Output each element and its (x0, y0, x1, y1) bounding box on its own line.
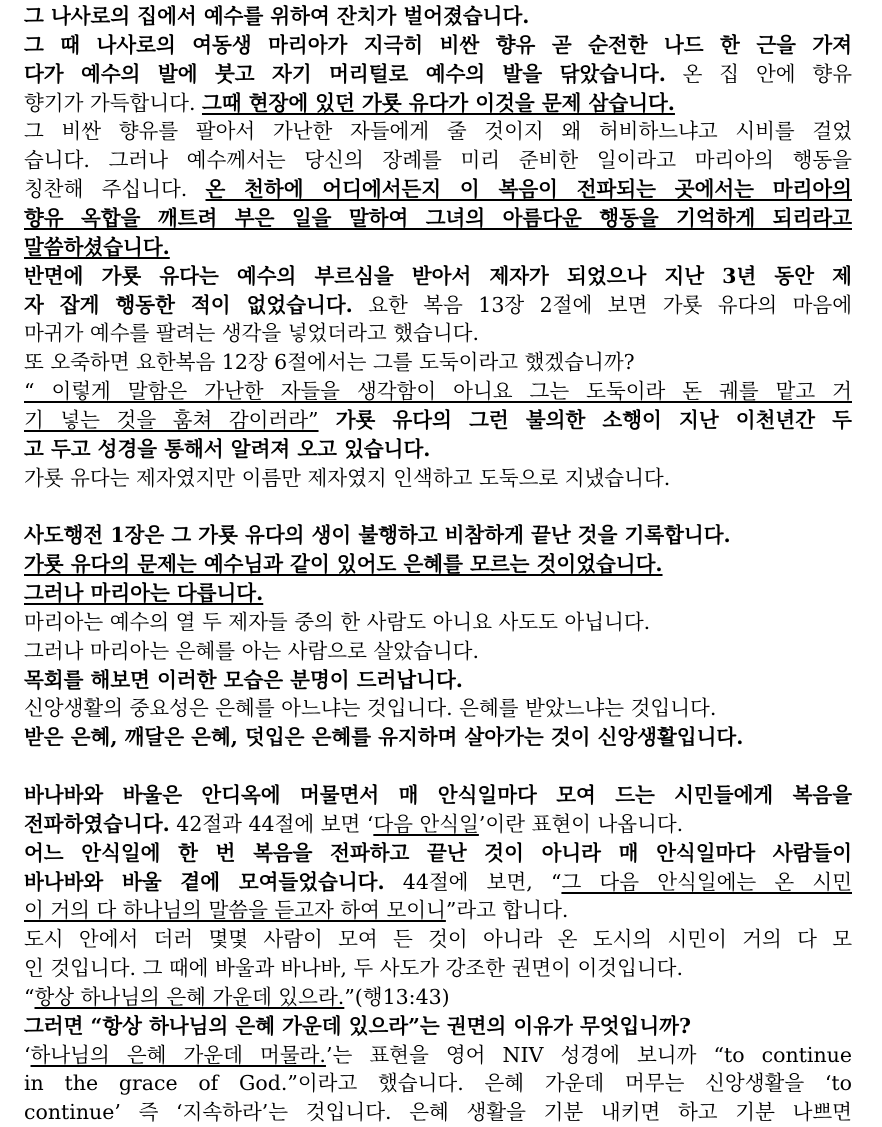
text-run: 신앙생활의 중요성은 은혜를 아느냐는 것입니다. 은혜를 받았느냐는 것입니다. (24, 696, 717, 721)
text-run: in the grace of God.”이라고 했습니다. 은혜 가운데 머무는 신앙생활을 ‘to (24, 1071, 852, 1096)
text-line (24, 319, 852, 348)
text-line (24, 666, 852, 695)
text-line (24, 925, 852, 954)
text-line (24, 1012, 852, 1041)
text-line (24, 810, 852, 839)
text-run: 마리아는 예수의 열 두 제자들 중의 한 사람도 아니요 사도도 아닙니다. (24, 609, 651, 634)
text-run: 기 넣는 것을 훔쳐 감이러라” (24, 407, 319, 432)
text-run: 받은 은혜, 깨달은 은혜, 덧입은 은혜를 유지하며 살아가는 것이 신앙생활입니다. (24, 725, 744, 750)
text-run: 다음 안식일 (373, 811, 479, 836)
text-run: “ 이렇게 말함은 가난한 자들을 생각함이 아니요 그는 도둑이라 돈 궤를 맡고 거 (24, 379, 852, 404)
text-run: 고 두고 성경을 통해서 알려져 오고 있습니다. (24, 436, 431, 461)
text-run: 42절과 44절에 보면 ‘ (169, 811, 374, 836)
text-run: 바나바와 바울은 안디옥에 머물면서 매 안식일마다 모여 드는 시민들에게 복음을 (24, 782, 852, 807)
text-line (24, 896, 852, 925)
text-line (24, 637, 852, 666)
text-line (24, 868, 852, 897)
text-line (24, 262, 852, 291)
text-line (24, 723, 852, 752)
blank-line (24, 752, 852, 781)
text-run: 어느 안식일에 한 번 복음을 전파하고 끝난 것이 아니라 매 안식일마다 사람들이 (24, 840, 852, 865)
text-line (24, 233, 852, 262)
text-run: 그 나사로의 집에서 예수를 위하여 잔치가 벌어졌습니다. (24, 4, 530, 28)
text-line (24, 1069, 852, 1098)
text-run: 44절에 보면, “ (384, 869, 562, 894)
text-line (24, 31, 852, 60)
text-line (24, 204, 852, 233)
text-run: 마귀가 예수를 팔려는 생각을 넣었더라고 했습니다. (24, 321, 479, 346)
text-line (24, 521, 852, 550)
text-run: 그러나 마리아는 다릅니다. (24, 581, 264, 605)
text-run: 그러면 “항상 하나님의 은혜 가운데 있으라”는 권면의 이유가 무엇입니까? (24, 1013, 691, 1038)
text-run: 하나님의 은혜 가운데 머물라. (30, 1042, 326, 1067)
text-line (24, 550, 852, 579)
text-line (24, 1041, 852, 1070)
text-line (24, 464, 852, 493)
text-run: ’는 표현을 영어 NIV 성경에 보니까 “to continue (325, 1042, 852, 1067)
text-run: 가룟 유다의 그런 불의한 소행이 지난 이천년간 두 (318, 407, 852, 432)
text-line (24, 1098, 852, 1127)
text-run: 반면에 가룟 유다는 예수의 부르심을 받아서 제자가 되었으나 지난 3년 동안 제 (24, 263, 852, 288)
text-line (24, 291, 852, 320)
text-line (24, 954, 852, 983)
text-run: ”라고 합니다. (445, 898, 569, 923)
text-run: 자 잡게 행동한 적이 없었습니다. (24, 292, 353, 317)
text-run: “ (24, 984, 35, 1009)
text-run: 요한 복음 13장 2절에 보면 가룟 유다의 마음에 (352, 292, 852, 317)
text-run: ‘ (24, 1042, 31, 1067)
text-line (24, 781, 852, 810)
text-run: 습니다. 그러나 예수께서는 당신의 장례를 미리 준비한 일이라고 마리아의 행동을 (24, 148, 852, 173)
text-run: 그 때 나사로의 여동생 마리아가 지극히 비싼 향유 곧 순전한 나드 한 근을 가져 (24, 32, 852, 57)
text-run: 온 천하에 어디에서든지 이 복음이 전파되는 곳에서는 마리아의 (205, 177, 852, 202)
text-line (24, 175, 852, 204)
text-run: 향기가 가득합니다. (24, 90, 202, 115)
text-run: 그러나 마리아는 은혜를 아는 사람으로 살았습니다. (24, 638, 479, 663)
text-run: 향유 옥합을 깨트려 부은 일을 말하여 그녀의 아름다운 행동을 기억하게 되리라고 (24, 205, 852, 230)
text-line (24, 983, 852, 1012)
blank-line (24, 492, 852, 521)
text-run: 온 집 안에 향유 (665, 61, 852, 86)
text-line (24, 435, 852, 464)
text-line (24, 694, 852, 723)
text-run: 그 비싼 향유를 팔아서 가난한 자들에게 줄 것이지 왜 허비하느냐고 시비를 걸었 (24, 119, 852, 144)
text-line (24, 60, 852, 89)
text-line (24, 146, 852, 175)
text-run: 그 다음 안식일에는 온 시민 (561, 869, 852, 894)
text-run: 칭찬해 주십니다. (24, 177, 206, 202)
text-run: ’이란 표현이 나옵니다. (478, 811, 684, 836)
text-run: ”(행13:43) (344, 984, 450, 1009)
text-run: 항상 하나님의 은혜 가운데 있으라. (34, 984, 345, 1009)
text-run: 또 오죽하면 요한복음 12장 6절에서는 그를 도둑이라고 했겠습니까? (24, 350, 635, 375)
text-line (24, 89, 852, 118)
text-run: 전파하였습니다. (24, 811, 170, 836)
text-run: 말씀하셨습니다. (24, 234, 170, 259)
text-run: 사도행전 1장은 그 가룟 유다의 생이 불행하고 비참하게 끝난 것을 기록합니다. (24, 523, 731, 548)
text-run: 도시 안에서 더러 몇몇 사람이 모여 든 것이 아니라 온 도시의 시민이 거의 다 모 (24, 927, 852, 952)
text-run: 다가 예수의 발에 붓고 자기 머리털로 예수의 발을 닦았습니다. (24, 61, 666, 86)
text-line (24, 839, 852, 868)
text-line (24, 348, 852, 377)
text-run: continue’ 즉 ‘지속하라’는 것입니다. 은혜 생활을 기분 내키면 하고 기분 나쁘면 (24, 1100, 852, 1125)
text-run: 이 거의 다 하나님의 말씀을 듣고자 하여 모이니 (24, 898, 446, 923)
text-line (24, 406, 852, 435)
text-line (24, 377, 852, 406)
text-run: 가룟 유다는 제자였지만 이름만 제자였지 인색하고 도둑으로 지냈습니다. (24, 465, 671, 490)
text-line (24, 117, 852, 146)
text-run: 가룟 유다의 문제는 예수님과 같이 있어도 은혜를 모르는 것이었습니다. (24, 552, 663, 577)
text-line (24, 579, 852, 608)
text-run: 인 것입니다. 그 때에 바울과 바나바, 두 사도가 강조한 권면이 이것입니다. (24, 956, 683, 981)
text-run: 그때 현장에 있던 가룟 유다가 이것을 문제 삼습니다. (201, 90, 675, 115)
text-line (24, 608, 852, 637)
text-run: 목회를 해보면 이러한 모습은 분명이 드러납니다. (24, 667, 463, 692)
text-run: 바나바와 바울 곁에 모여들었습니다. (24, 869, 385, 894)
text-line (24, 2, 852, 31)
